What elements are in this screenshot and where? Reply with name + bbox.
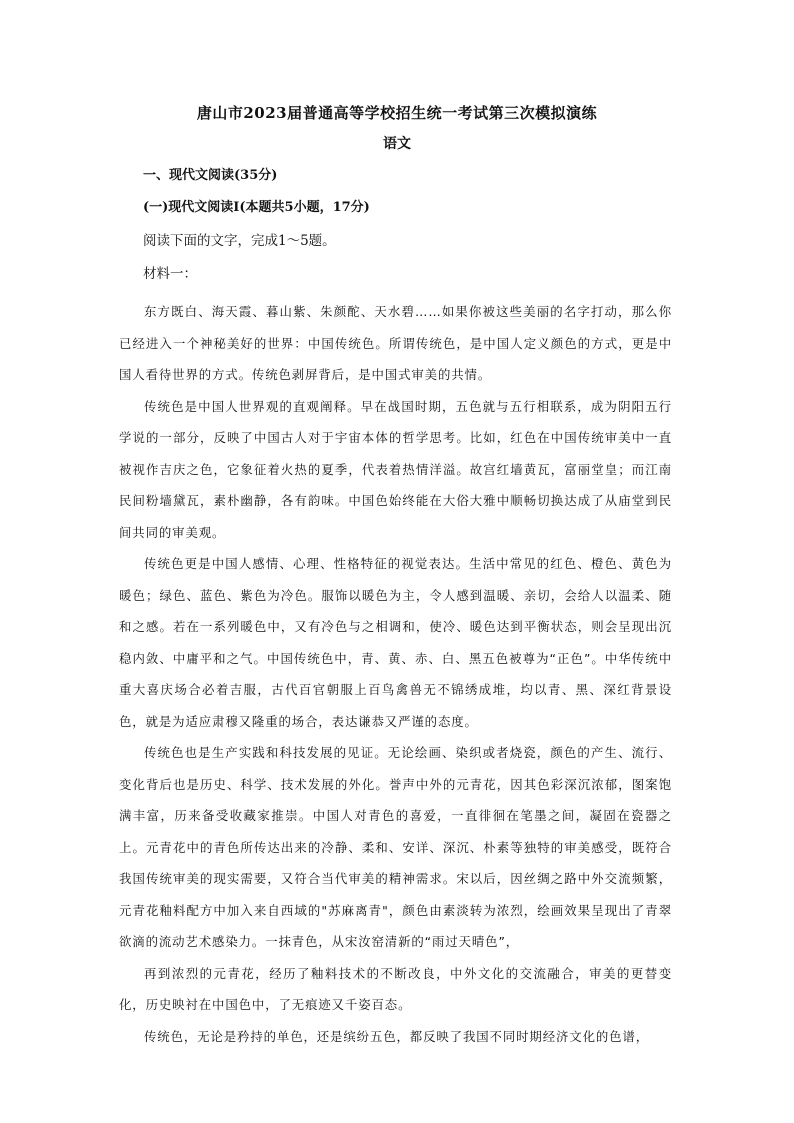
paragraph-3: 传统色更是中国人感情、心理、性格特征的视觉表达。生活中常见的红色、橙色、黄色为暖色；绿色、蓝色、紫色为冷色。服饰以暖色为主，令人感到温暖、亲切，会给人以温柔、随和之感。若在一系列暖色中，又有冷色与之相调和，使冷、暖色达到平衡状态，则会呈现出沉稳内敛、中庸平和之气。中国传统色中，青、黄、赤、白、黑五色被尊为“正色”。中华传统中重大喜庆场合必着吉服，古代百官朝服上百鸟禽兽无不锦绣成堆，均以青、黑、深红背景设色，就是为适应肃穆又隆重的场合，表达谦恭又严谨的态度。 — [119, 556, 672, 729]
instruction-text: 阅读下面的文字，完成1～5题。 — [143, 233, 336, 249]
section-heading: 一、现代文阅读(35分) — [143, 168, 278, 183]
paragraph-1: 东方既白、海天霞、暮山紫、朱颜酡、天水碧……如果你被这些美丽的名字打动，那么你已经进入一个神秘美好的世界：中国传统色。所谓传统色，是中国人定义颜色的方式，更是中国人看待世界的方式。传统色剥屏背后，是中国式审美的共情。 — [119, 304, 672, 382]
section-subheading: (一)现代文阅读Ⅰ(本题共5小题，17分) — [143, 200, 370, 215]
subject-title: 语文 — [383, 136, 411, 152]
material-label: 材料一： — [143, 266, 197, 282]
exam-title: 唐山市2023届普通高等学校招生统一考试第三次模拟演练 — [196, 104, 598, 122]
paragraph-4: 传统色也是生产实践和科技发展的见证。无论绘画、染织或者烧瓷，颜色的产生、流行、变化背后也是历史、科学、技术发展的外化。誉声中外的元青花，因其色彩深沉浓郁，图案饱满丰富，历来备受收藏家推崇。中国人对青色的喜爱，一直徘徊在笔墨之间，凝固在瓷器之上。元青花中的青色所传达出来的冷静、柔和、安详、深沉、朴素等独特的审美感受，既符合我国传统审美的现实需要，又符合当代审美的精神需求。宋以后，因丝绸之路中外交流频繁，元青花釉料配方中加入来自西域的"苏麻离青"，颜色由素淡转为浓烈，绘画效果呈现出了青翠欲滴的流动艺术感染力。一抹青色，从宋汝窑清新的“雨过天晴色”， — [119, 745, 672, 949]
paragraph-5: 再到浓烈的元青花，经历了釉料技术的不断改良，中外文化的交流融合，审美的更替变化，历史映衬在中国色中，了无痕迹又千姿百态。 — [119, 965, 672, 1012]
paragraph-6: 传统色，无论是矜持的单色，还是缤纷五色，都反映了我国不同时期经济文化的色谱， — [144, 1028, 650, 1044]
exam-body — [119, 162, 672, 1052]
paragraph-2: 传统色是中国人世界观的直观阐释。早在战国时期，五色就与五行相联系，成为阴阳五行学说的一部分，反映了中国古人对于宇宙本体的哲学思考。比如，红色在中国传统审美中一直被视作吉庆之色，它象征着火热的夏季，代表着热情洋溢。故宫红墙黄瓦，富丽堂皇；而江南民间粉墙黛瓦，素朴幽静，各有韵味。中国色始终能在大俗大雅中顺畅切换达成了从庙堂到民间共同的审美观。 — [119, 398, 672, 540]
